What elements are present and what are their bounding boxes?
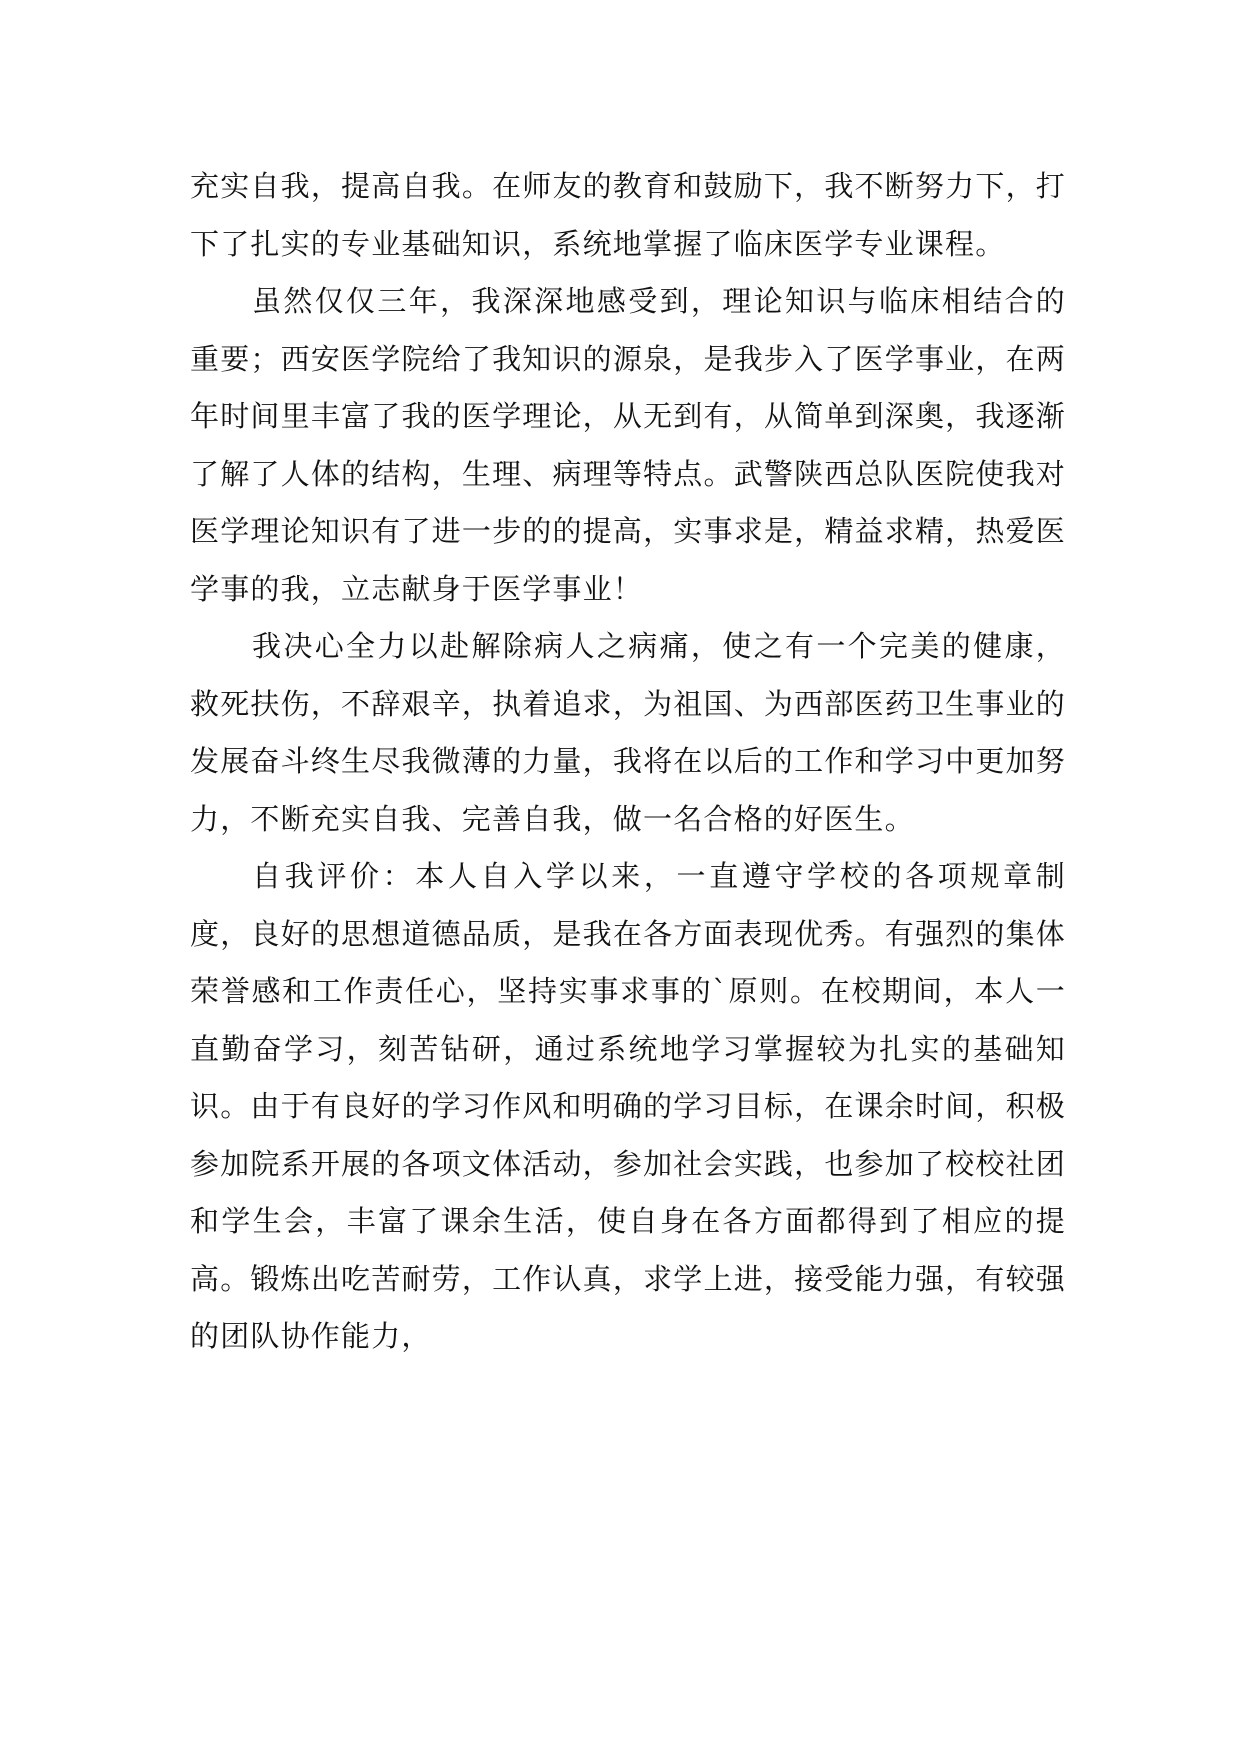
paragraph-2: 虽然仅仅三年，我深深地感受到，理论知识与临床相结合的重要；西安医学院给了我知识的源泉，是我步入了医学事业，在两年时间里丰富了我的医学理论，从无到有，从简单到深奥，我逐渐了解了人体的结构，生理、病理等特点。武警陕西总队医院使我对医学理论知识有了进一步的的提高，实事求是，精益求精，热爱医学事的我，立志献身于医学事业！ — [190, 284, 1066, 606]
paragraph-3: 我决心全力以赴解除病人之病痛，使之有一个完美的健康，救死扶伤，不辞艰辛，执着追求，为祖国、为西部医药卫生事业的发展奋斗终生尽我微薄的力量，我将在以后的工作和学习中更加努力，不断充实自我、完善自我，做一名合格的好医生。 — [190, 629, 1066, 836]
document-body — [190, 158, 1066, 1366]
paragraph-4: 自我评价：本人自入学以来，一直遵守学校的各项规章制度，良好的思想道德品质，是我在各方面表现优秀。有强烈的集体荣誉感和工作责任心，坚持实事求事的`原则。在校期间，本人一直勤奋学习，刻苦钻研，通过系统地学习掌握较为扎实的基础知识。由于有良好的学习作风和明确的学习目标，在课余时间，积极参加院系开展的各项文体活动，参加社会实践，也参加了校校社团和学生会，丰富了课余生活，使自身在各方面都得到了相应的提高。锻炼出吃苦耐劳，工作认真，求学上进，接受能力强，有较强的团队协作能力， — [190, 859, 1066, 1353]
paragraph-1: 充实自我，提高自我。在师友的教育和鼓励下，我不断努力下，打下了扎实的专业基础知识，系统地掌握了临床医学专业课程。 — [190, 169, 1066, 261]
